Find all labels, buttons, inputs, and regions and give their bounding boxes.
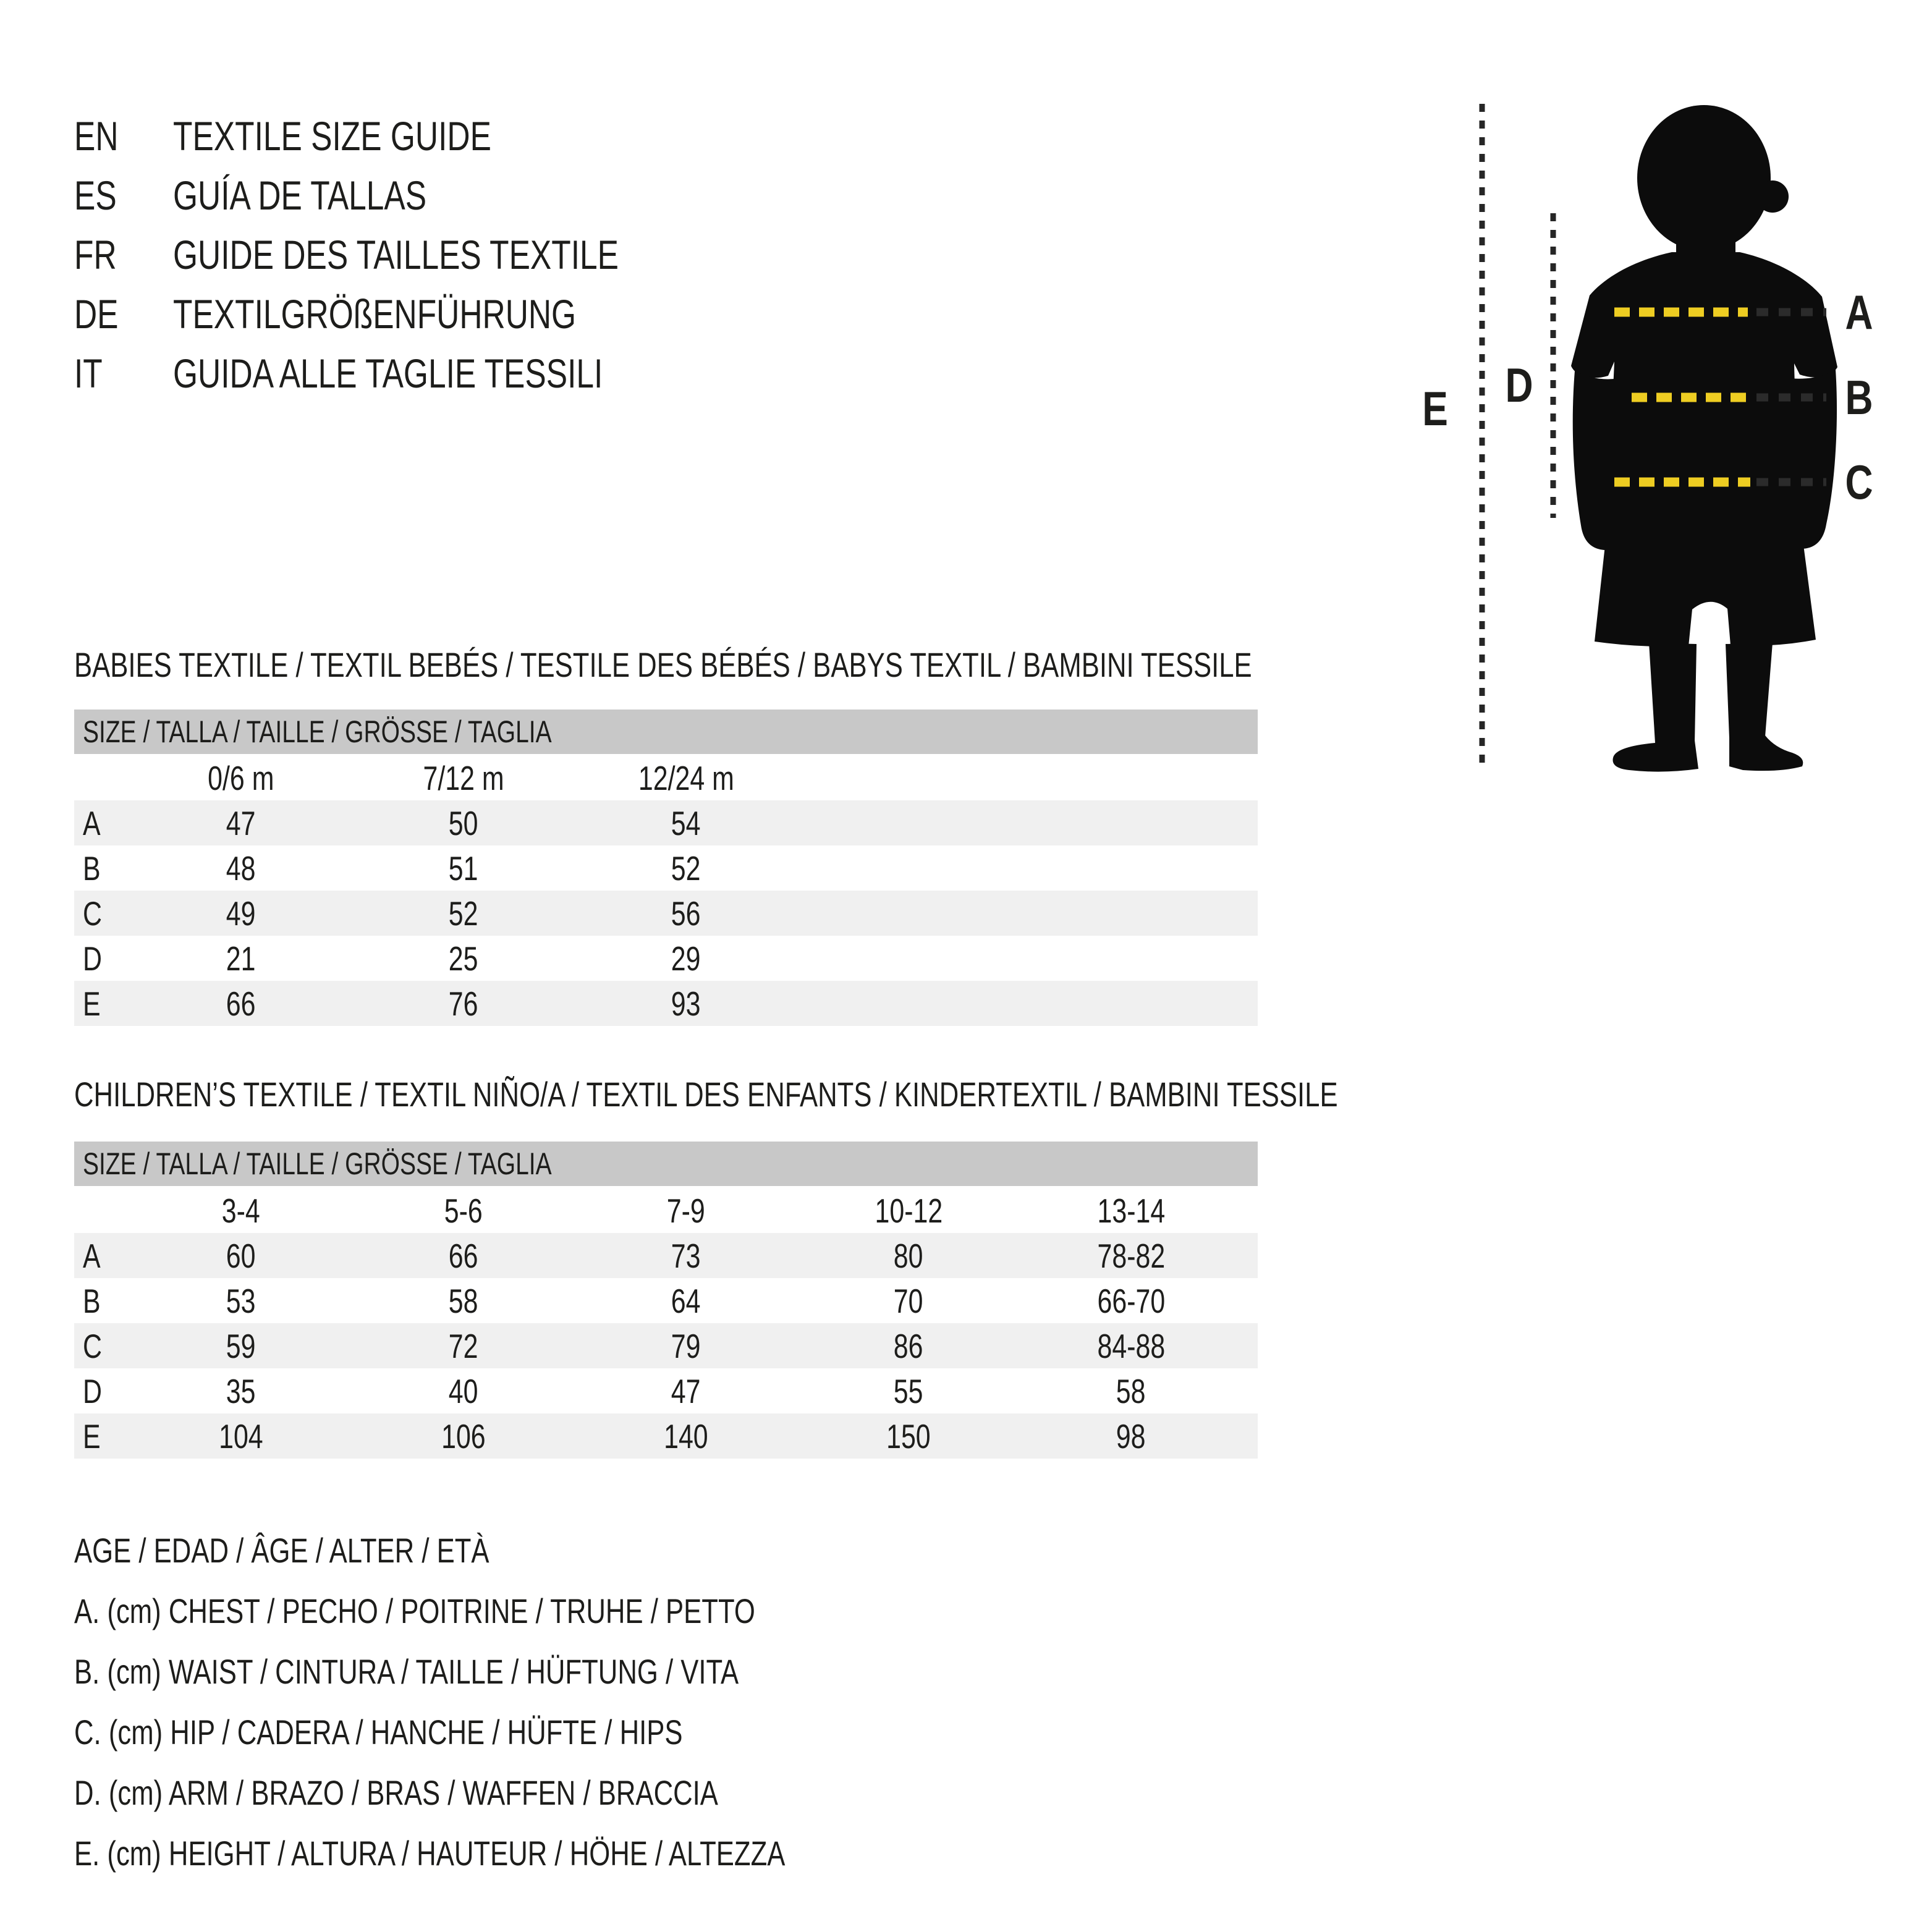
babies-cell: 21: [226, 939, 256, 978]
babies-cell: 29: [671, 939, 701, 978]
children-cell: 84-88: [1097, 1326, 1165, 1365]
babies-section-title: BABIES TEXTILE / TEXTIL BEBÉS / TESTILE DES BÉBÉS / BABYS TEXTIL / BAMBINI TESSILE: [74, 645, 1252, 684]
lang-code-it: IT: [74, 350, 103, 396]
children-cell: 35: [226, 1371, 256, 1410]
babies-size-header-text: SIZE / TALLA / TAILLE / GRÖSSE / TAGLIA: [83, 714, 552, 749]
children-size-header-bar: [74, 1142, 1258, 1186]
children-cell: 106: [441, 1417, 486, 1455]
babies-row-b-label: B: [83, 849, 101, 888]
children-cell: 72: [449, 1326, 478, 1365]
children-column-header-row: [74, 1188, 1258, 1233]
babies-cell: 54: [671, 803, 701, 842]
lang-code-es: ES: [74, 172, 117, 218]
header-title-es: GUÍA DE TALLAS: [173, 172, 427, 218]
babies-col-1: 7/12 m: [423, 758, 504, 797]
babies-col-0: 0/6 m: [208, 758, 274, 797]
legend-arm: D. (cm) ARM / BRAZO / BRAS / WAFFEN / BRACCIA: [74, 1773, 718, 1812]
children-cell: 55: [894, 1371, 923, 1410]
children-cell: 70: [894, 1281, 923, 1320]
children-col-1: 5-6: [444, 1191, 483, 1230]
header-title-it: GUIDA ALLE TAGLIE TESSILI: [173, 350, 603, 396]
legend-age: AGE / EDAD / ÂGE / ALTER / ETÀ: [74, 1531, 489, 1570]
children-cell: 73: [671, 1236, 701, 1275]
figure-label-c: C: [1845, 455, 1873, 509]
header-title-en: TEXTILE SIZE GUIDE: [173, 113, 491, 159]
children-row-b-label: B: [83, 1281, 101, 1320]
lang-code-de: DE: [74, 291, 119, 337]
children-row-e-label: E: [83, 1417, 101, 1455]
babies-cell: 47: [226, 803, 256, 842]
babies-row-e: [74, 981, 1258, 1026]
figure-label-b: B: [1845, 370, 1873, 425]
child-silhouette-diagram: [1409, 87, 1932, 816]
children-cell: 140: [664, 1417, 708, 1455]
babies-row-b: [74, 845, 1258, 891]
children-cell: 40: [449, 1371, 478, 1410]
children-col-0: 3-4: [221, 1191, 261, 1230]
babies-cell: 48: [226, 849, 256, 888]
figure-label-a: A: [1845, 285, 1873, 339]
children-cell: 98: [1116, 1417, 1146, 1455]
children-cell: 47: [671, 1371, 701, 1410]
header-title-de: TEXTILGRÖßENFÜHRUNG: [173, 291, 577, 337]
babies-row-d-label: D: [83, 939, 102, 978]
babies-size-header-bar: [74, 710, 1258, 754]
measurement-figure: [1409, 87, 1932, 816]
babies-cell: 93: [671, 984, 701, 1023]
children-cell: 66-70: [1097, 1281, 1165, 1320]
child-silhouette-figure: [1571, 105, 1837, 772]
children-col-2: 7-9: [666, 1191, 706, 1230]
children-cell: 86: [894, 1326, 923, 1365]
babies-cell: 56: [671, 894, 701, 933]
children-row-c: [74, 1323, 1258, 1368]
figure-label-d: D: [1505, 358, 1533, 412]
children-cell: 58: [449, 1281, 478, 1320]
children-row-d-label: D: [83, 1371, 102, 1410]
babies-row-d: [74, 936, 1258, 981]
babies-row-a: [74, 800, 1258, 845]
babies-cell: 76: [449, 984, 478, 1023]
children-col-4: 13-14: [1097, 1191, 1165, 1230]
legend-chest: A. (cm) CHEST / PECHO / POITRINE / TRUHE / PETTO: [74, 1591, 755, 1630]
babies-cell: 52: [449, 894, 478, 933]
children-cell: 79: [671, 1326, 701, 1365]
lang-code-en: EN: [74, 113, 119, 159]
children-cell: 150: [886, 1417, 931, 1455]
lang-code-fr: FR: [74, 232, 117, 278]
children-size-header-text: SIZE / TALLA / TAILLE / GRÖSSE / TAGLIA: [83, 1146, 552, 1181]
children-cell: 60: [226, 1236, 256, 1275]
babies-cell: 49: [226, 894, 256, 933]
legend-hip: C. (cm) HIP / CADERA / HANCHE / HÜFTE / HIPS: [74, 1713, 683, 1752]
children-section-title: CHILDREN’S TEXTILE / TEXTIL NIÑO/A / TEXTIL DES ENFANTS / KINDERTEXTIL / BAMBINI TESSILE: [74, 1075, 1338, 1114]
children-cell: 64: [671, 1281, 701, 1320]
babies-row-e-label: E: [83, 984, 101, 1023]
children-row-d: [74, 1368, 1258, 1413]
babies-cell: 51: [449, 849, 478, 888]
children-cell: 59: [226, 1326, 256, 1365]
babies-cell: 52: [671, 849, 701, 888]
children-cell: 66: [449, 1236, 478, 1275]
children-row-b: [74, 1278, 1258, 1323]
babies-cell: 66: [226, 984, 256, 1023]
babies-cell: 50: [449, 803, 478, 842]
children-cell: 58: [1116, 1371, 1146, 1410]
children-row-e: [74, 1413, 1258, 1459]
babies-col-2: 12/24 m: [638, 758, 734, 797]
babies-row-c: [74, 891, 1258, 936]
children-cell: 53: [226, 1281, 256, 1320]
children-cell: 104: [219, 1417, 263, 1455]
children-col-3: 10-12: [875, 1191, 943, 1230]
children-row-a-label: A: [83, 1236, 101, 1275]
children-cell: 78-82: [1097, 1236, 1165, 1275]
header-title-fr: GUIDE DES TAILLES TEXTILE: [173, 232, 619, 278]
children-row-c-label: C: [83, 1326, 102, 1365]
children-row-a: [74, 1233, 1258, 1278]
babies-cell: 25: [449, 939, 478, 978]
babies-column-header-row: [74, 755, 1258, 800]
legend-height: E. (cm) HEIGHT / ALTURA / HAUTEUR / HÖHE / ALTEZZA: [74, 1834, 786, 1873]
figure-label-e: E: [1422, 381, 1448, 436]
children-cell: 80: [894, 1236, 923, 1275]
babies-row-c-label: C: [83, 894, 102, 933]
babies-row-a-label: A: [83, 803, 101, 842]
legend-waist: B. (cm) WAIST / CINTURA / TAILLE / HÜFTUNG / VITA: [74, 1652, 739, 1691]
